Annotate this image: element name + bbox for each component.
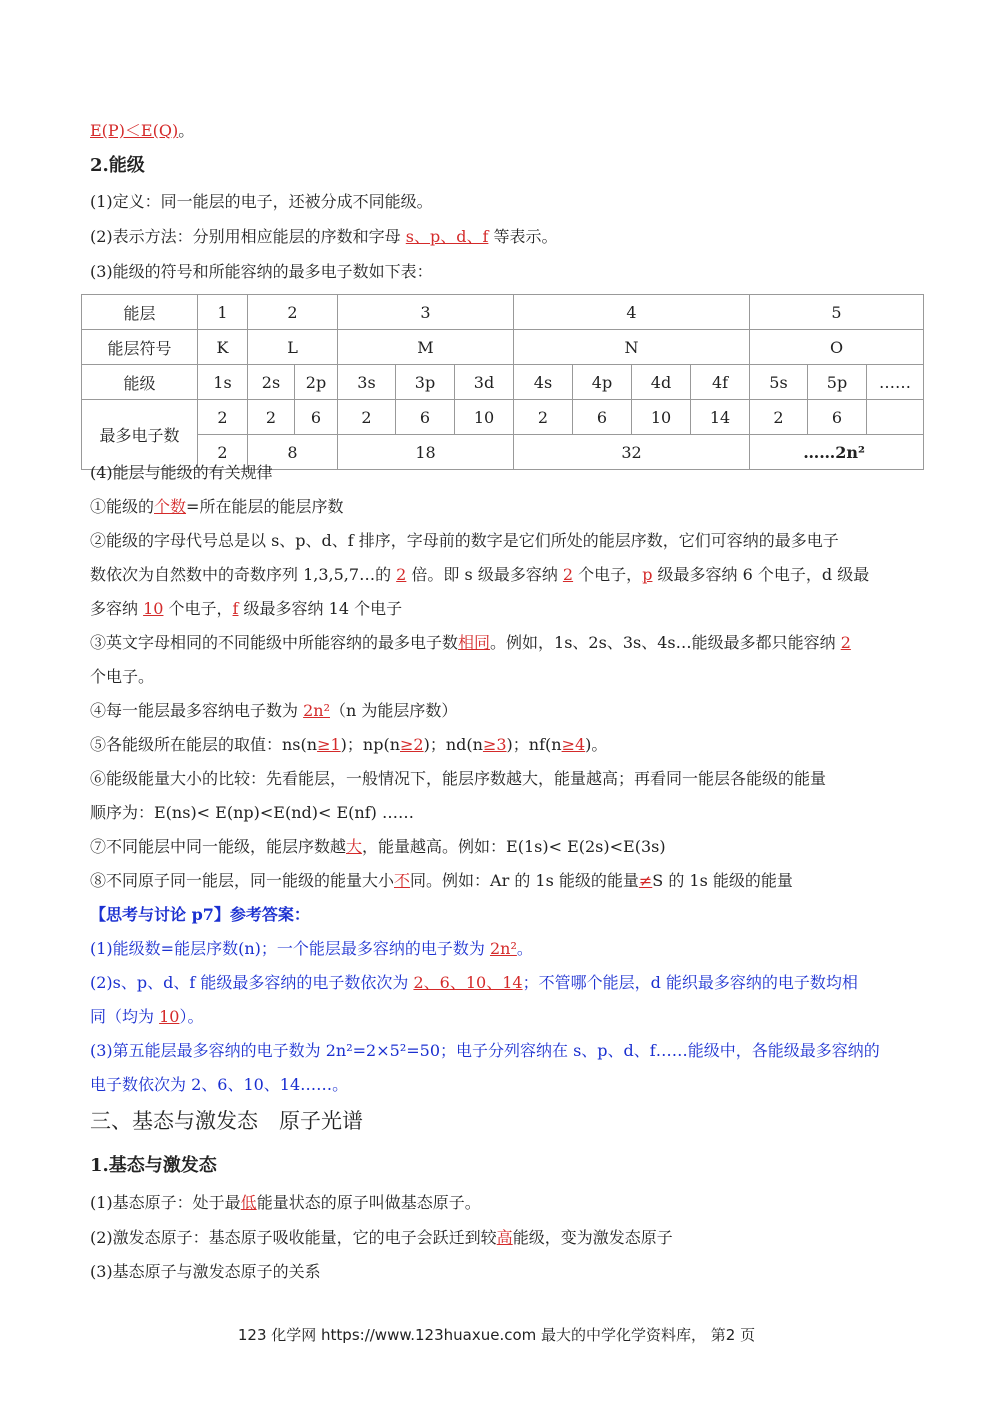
shell-4: 4 xyxy=(514,295,750,330)
rule-6a: ⑥能级能量大小的比较：先看能层，一般情况下，能层序数越大，能量越高；再看同一能层各能级的能量 xyxy=(90,769,827,788)
rule-8: ⑧不同原子同一能层，同一能级的能量大小不同。例如：Ar 的 1s 能级的能量≠S 的 1s 能级的能量 xyxy=(90,871,793,890)
max-sub-cell: 2 xyxy=(514,400,573,435)
max-sub-cell: 2 xyxy=(198,400,248,435)
rule-4: ④每一能层最多容纳电子数为 2n²（n 为能层序数） xyxy=(90,701,458,720)
max-sub-cell: 2 xyxy=(338,400,396,435)
sublevel-cell: 3p xyxy=(396,365,455,400)
subsection-title: 1.基态与激发态 xyxy=(90,1155,217,1176)
max-shell-4: 32 xyxy=(514,435,750,470)
max-shell-3: 18 xyxy=(338,435,514,470)
max-shell-5: ……2n² xyxy=(750,435,924,470)
symbol-O: O xyxy=(750,330,924,365)
symbol-M: M xyxy=(338,330,514,365)
sublevel-cell: 2p xyxy=(295,365,338,400)
symbol-L: L xyxy=(248,330,338,365)
table-header-symbol: 能层符号 xyxy=(82,330,198,365)
discussion-title: 【思考与讨论 p7】参考答案： xyxy=(90,905,310,924)
rule-3a: ③英文字母相同的不同能级中所能容纳的最多电子数相同。例如，1s、2s、3s、4s…能级最多都只能容纳 2 xyxy=(90,633,851,652)
max-sub-cell: 6 xyxy=(808,400,867,435)
sublevel-cell: 1s xyxy=(198,365,248,400)
symbol-N: N xyxy=(514,330,750,365)
discussion-answer-2b: 同（均为 10）。 xyxy=(90,1007,204,1026)
symbol-K: K xyxy=(198,330,248,365)
max-sub-cell: 10 xyxy=(455,400,514,435)
sublevel-cell: 5p xyxy=(808,365,867,400)
sublevel-cell: 5s xyxy=(750,365,808,400)
definition-paragraph: (1)定义：同一能层的电子，还被分成不同能级。 xyxy=(90,192,433,211)
max-shell-1: 2 xyxy=(198,435,248,470)
max-sub-cell: 6 xyxy=(396,400,455,435)
sublevel-cell: 4d xyxy=(632,365,691,400)
discussion-answer-1: (1)能级数=能层序数(n)；一个能层最多容纳的电子数为 2n²。 xyxy=(90,939,533,958)
rule-7: ⑦不同能层中同一能级，能层序数越大，能量越高。例如：E(1s)< E(2s)<E(3s) xyxy=(90,837,666,856)
shell-1: 1 xyxy=(198,295,248,330)
shell-5: 5 xyxy=(750,295,924,330)
sublevel-cell: 4p xyxy=(573,365,632,400)
sublevel-cell: 3s xyxy=(338,365,396,400)
sublevel-cell: 4f xyxy=(691,365,750,400)
rule-5: ⑤各能级所在能层的取值：ns(n≥1)；np(n≥2)；nd(n≥3)；nf(n≥4)。 xyxy=(90,735,608,754)
max-sub-cell: 2 xyxy=(248,400,295,435)
rule-2a: ②能级的字母代号总是以 s、p、d、f 排序，字母前的数字是它们所处的能层序数，它们可容纳的最多电子 xyxy=(90,531,839,550)
max-sub-cell xyxy=(867,400,924,435)
table-header-shell: 能层 xyxy=(82,295,198,330)
shell-2: 2 xyxy=(248,295,338,330)
sublevel-cell: 3d xyxy=(455,365,514,400)
sublevel-cell: 4s xyxy=(514,365,573,400)
discussion-answer-2: (2)s、p、d、f 能级最多容纳的电子数依次为 2、6、10、14；不管哪个能层，d 能织最多容纳的电子数均相 xyxy=(90,973,858,992)
table-intro-paragraph: (3)能级的符号和所能容纳的最多电子数如下表： xyxy=(90,262,433,281)
notation-paragraph: (2)表示方法：分别用相应能层的序数和字母 s、p、d、f 等表示。 xyxy=(90,227,558,246)
ground-state-paragraph: (1)基态原子：处于最低能量状态的原子叫做基态原子。 xyxy=(90,1193,481,1212)
energy-formula: E(P)＜E(Q) xyxy=(90,121,179,140)
rule-2b: 数依次为自然数中的奇数序列 1,3,5,7…的 2 倍。即 s 级最多容纳 2 个电子，p 级最多容纳 6 个电子，d 级最 xyxy=(90,565,870,584)
rules-title: (4)能层与能级的有关规律 xyxy=(90,463,273,482)
sublevel-cell: …… xyxy=(867,365,924,400)
max-shell-2: 8 xyxy=(248,435,338,470)
table-header-sublevel: 能级 xyxy=(82,365,198,400)
max-sub-cell: 10 xyxy=(632,400,691,435)
relation-paragraph: (3)基态原子与激发态原子的关系 xyxy=(90,1262,321,1281)
table-header-max-electrons: 最多电子数 xyxy=(82,400,198,470)
rule-1: ①能级的个数=所在能层的能层序数 xyxy=(90,497,344,516)
max-sub-cell: 6 xyxy=(573,400,632,435)
rule-6b: 顺序为：E(ns)< E(np)<E(nd)< E(nf) …… xyxy=(90,803,414,822)
rule-3b: 个电子。 xyxy=(90,667,155,686)
page-footer: 123 化学网 https://www.123huaxue.com 最大的中学化学资料库， 第2 页 xyxy=(237,1326,756,1344)
energy-level-table xyxy=(81,294,924,470)
sublevel-cell: 2s xyxy=(248,365,295,400)
excited-state-paragraph: (2)激发态原子：基态原子吸收能量，它的电子会跃迁到较高能级，变为激发态原子 xyxy=(90,1228,673,1247)
rule-2c: 多容纳 10 个电子，f 级最多容纳 14 个电子 xyxy=(90,599,403,618)
section-title-energy-level: 2.能级 xyxy=(90,155,145,176)
discussion-answer-3b: 电子数依次为 2、6、10、14……。 xyxy=(90,1075,349,1094)
energy-comparison-line: E(P)＜E(Q)。 xyxy=(90,121,195,140)
max-sub-cell: 2 xyxy=(750,400,808,435)
shell-3: 3 xyxy=(338,295,514,330)
max-sub-cell: 6 xyxy=(295,400,338,435)
discussion-answer-3a: (3)第五能层最多容纳的电子数为 2n²=2×5²=50；电子分列容纳在 s、p、d、f……能级中，各能级最多容纳的 xyxy=(90,1041,880,1060)
section-title-ground-excited: 三、基态与激发态 原子光谱 xyxy=(90,1109,363,1133)
max-sub-cell: 14 xyxy=(691,400,750,435)
